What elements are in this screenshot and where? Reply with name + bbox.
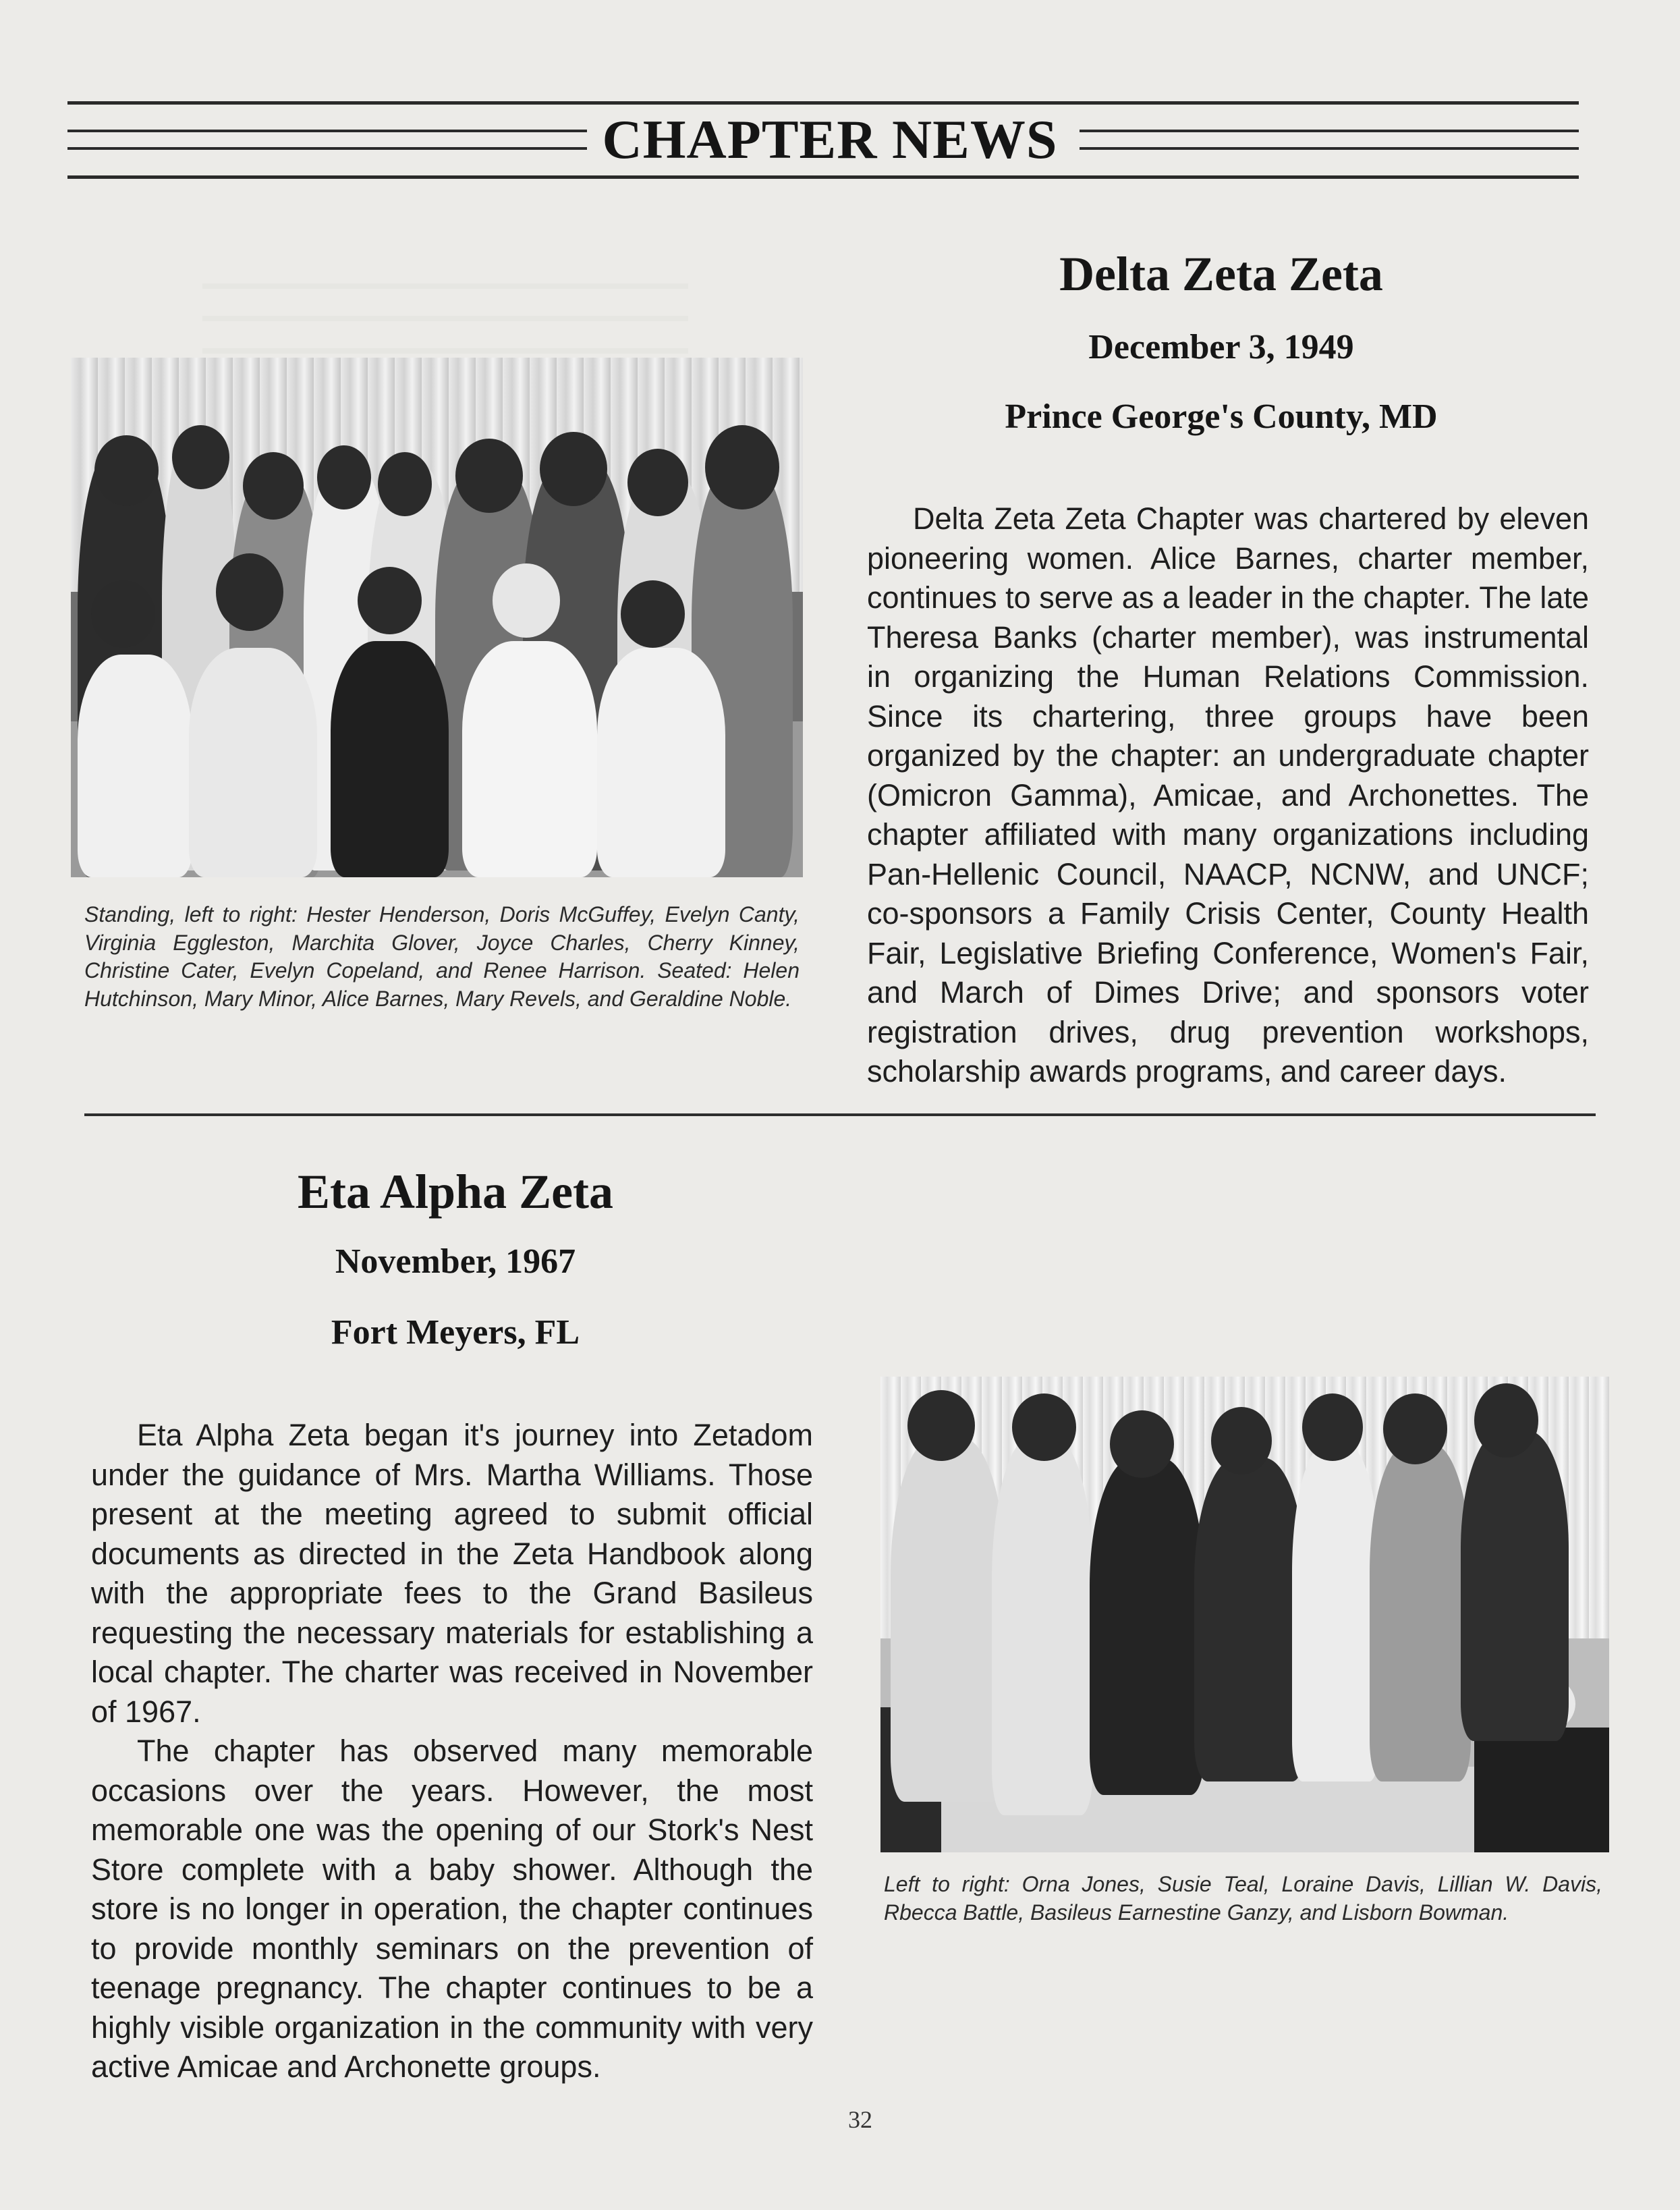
delta-zeta-zeta-body — [867, 499, 1589, 1092]
section-divider — [84, 1113, 1596, 1116]
page-number: 32 — [848, 2106, 872, 2133]
delta-zeta-zeta-date: December 3, 1949 — [1088, 328, 1354, 366]
header-rule-left-1 — [67, 130, 587, 132]
delta-zeta-zeta-photo-caption: Standing, left to right: Hester Henderson, Doris McGuffey, Evelyn Canty, Virginia Eggleston, Marchita Glover, Joyce Charles, Cherry Kinney, Christine Cater, Evelyn Copeland, and Renee Harrison. Seated: Helen Hutchinson, Mary Minor, Alice Barnes, Mary Revels, and Geraldine Noble. — [84, 902, 800, 1011]
header-rule-top — [67, 101, 1579, 105]
eta-alpha-zeta-group-photo — [880, 1377, 1609, 1852]
eta-alpha-zeta-paragraph-2: The chapter has observed many memorable occasions over the years. However, the most memorable one was the opening of our Stork's Nest Store complete with a baby shower. Although the store is no longer in operation, the chapter continues to provide monthly seminars on the prevention of teenage pregnancy. The chapter continues to be a highly visible organization in the community with very active Amicae and Archonette groups. — [91, 1734, 813, 2084]
eta-alpha-zeta-location: Fort Meyers, FL — [331, 1313, 580, 1352]
delta-zeta-zeta-location: Prince George's County, MD — [1005, 397, 1438, 436]
header-rule-right-1 — [1080, 130, 1579, 132]
delta-zeta-zeta-paragraph: Delta Zeta Zeta Chapter was chartered by eleven pioneering women. Alice Barnes, charter member, continues to serve as a leader in the chapter. The late Theresa Banks (charter member), was instrumental in organizing the Human Relations Commission. Since its chartering, three groups have been organized by the chapter: an undergraduate chapter (Omicron Gamma), Amicae, and Archonettes. The chapter affiliated with many organizations including Pan-Hellenic Council, NAACP, NCNW, and UNCF; co-sponsors a Family Crisis Center, County Health Fair, Legislative Briefing Conference, Women's Fair, and March of Dimes Drive; and sponsors voter registration drives, drug prevention workshops, scholarship awards programs, and career days. — [867, 501, 1589, 1088]
header-rule-left-2 — [67, 147, 587, 150]
eta-alpha-zeta-date: November, 1967 — [335, 1242, 576, 1281]
eta-alpha-zeta-photo-caption: Left to right: Orna Jones, Susie Teal, Loraine Davis, Lillian W. Davis, Rbecca Battle, Basileus Earnestine Ganzy, and Lisborn Bowman. — [884, 1872, 1602, 1925]
header-rule-right-2 — [1080, 147, 1579, 150]
page-title: CHAPTER NEWS — [594, 108, 1066, 171]
eta-alpha-zeta-title: Eta Alpha Zeta — [297, 1165, 614, 1219]
delta-zeta-zeta-group-photo — [71, 358, 803, 877]
eta-alpha-zeta-body — [91, 1416, 813, 2087]
eta-alpha-zeta-paragraph-1: Eta Alpha Zeta began it's journey into Zetadom under the guidance of Mrs. Martha Williams. Those present at the meeting agreed to submit official documents as directed in the Zeta Handbook along with the appropriate fees to the Grand Basileus requesting the necessary materials for establishing a local chapter. The charter was received in November of 1967. — [91, 1418, 813, 1729]
delta-zeta-zeta-title: Delta Zeta Zeta — [1059, 247, 1383, 301]
header-rule-bottom — [67, 175, 1579, 179]
